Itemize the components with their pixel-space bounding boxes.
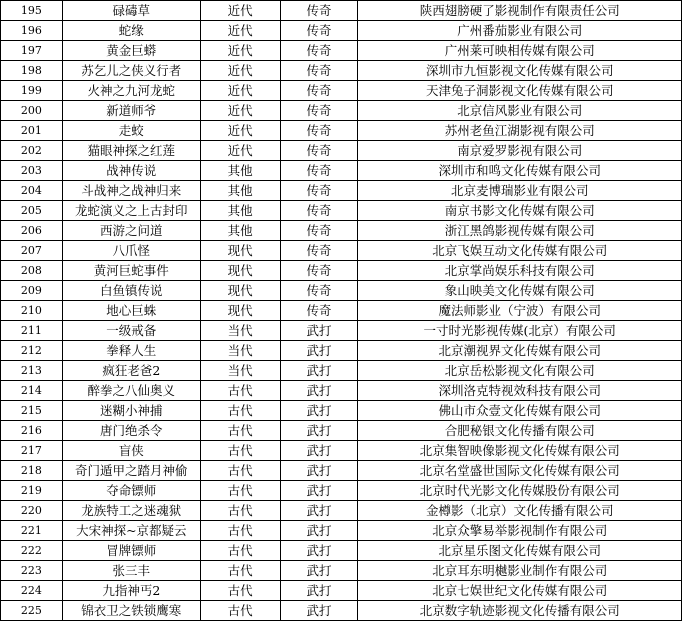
table-row: [1, 161, 682, 181]
genre-cell: 武打: [280, 421, 358, 441]
era-cell: 其他: [200, 201, 280, 221]
title-cell: 走蛟: [62, 121, 200, 141]
row-number-cell: 208: [1, 261, 63, 281]
genre-cell: 武打: [280, 321, 358, 341]
table-row: [1, 81, 682, 101]
genre-cell: 传奇: [280, 261, 358, 281]
company-cell: 北京飞娱互动文化传媒有限公司: [358, 241, 682, 261]
row-number-cell: 202: [1, 141, 63, 161]
title-cell: 火神之九河龙蛇: [62, 81, 200, 101]
company-cell: 北京信风影业有限公司: [358, 101, 682, 121]
era-cell: 当代: [200, 361, 280, 381]
genre-cell: 传奇: [280, 241, 358, 261]
title-cell: 唐门绝杀令: [62, 421, 200, 441]
company-cell: 北京岳松影视文化有限公司: [358, 361, 682, 381]
row-number-cell: 224: [1, 581, 63, 601]
company-cell: 广州番茄影业有限公司: [358, 21, 682, 41]
company-cell: 合肥秘银文化传播有限公司: [358, 421, 682, 441]
company-cell: 北京七娱世纪文化传媒有限公司: [358, 581, 682, 601]
era-cell: 其他: [200, 161, 280, 181]
era-cell: 当代: [200, 321, 280, 341]
row-number-cell: 206: [1, 221, 63, 241]
genre-cell: 武打: [280, 401, 358, 421]
title-cell: 西游之问道: [62, 221, 200, 241]
era-cell: 古代: [200, 561, 280, 581]
era-cell: 近代: [200, 41, 280, 61]
table-row: [1, 141, 682, 161]
title-cell: 盲侠: [62, 441, 200, 461]
era-cell: 古代: [200, 421, 280, 441]
genre-cell: 传奇: [280, 301, 358, 321]
title-cell: 龙蛇演义之上古封印: [62, 201, 200, 221]
genre-cell: 传奇: [280, 81, 358, 101]
era-cell: 现代: [200, 301, 280, 321]
row-number-cell: 223: [1, 561, 63, 581]
table-row: [1, 101, 682, 121]
row-number-cell: 197: [1, 41, 63, 61]
company-cell: 北京众擎易举影视制作有限公司: [358, 521, 682, 541]
table-row: [1, 501, 682, 521]
table-row: [1, 481, 682, 501]
title-cell: 白鱼镇传说: [62, 281, 200, 301]
title-cell: 大宋神探~京都疑云: [62, 521, 200, 541]
table-row: [1, 281, 682, 301]
title-cell: 碌碡草: [62, 1, 200, 21]
table-row: [1, 541, 682, 561]
row-number-cell: 198: [1, 61, 63, 81]
era-cell: 古代: [200, 441, 280, 461]
table-row: [1, 261, 682, 281]
row-number-cell: 216: [1, 421, 63, 441]
table-row: [1, 361, 682, 381]
genre-cell: 传奇: [280, 221, 358, 241]
era-cell: 古代: [200, 481, 280, 501]
era-cell: 其他: [200, 181, 280, 201]
era-cell: 近代: [200, 21, 280, 41]
table-row: [1, 321, 682, 341]
row-number-cell: 209: [1, 281, 63, 301]
row-number-cell: 217: [1, 441, 63, 461]
era-cell: 古代: [200, 521, 280, 541]
genre-cell: 武打: [280, 601, 358, 621]
era-cell: 当代: [200, 341, 280, 361]
table-row: [1, 41, 682, 61]
company-cell: 浙江黑鸽影视传媒有限公司: [358, 221, 682, 241]
row-number-cell: 196: [1, 21, 63, 41]
genre-cell: 武打: [280, 501, 358, 521]
era-cell: 古代: [200, 501, 280, 521]
era-cell: 现代: [200, 261, 280, 281]
title-cell: 地心巨蛛: [62, 301, 200, 321]
row-number-cell: 225: [1, 601, 63, 621]
company-cell: 深圳市和鸣文化传媒有限公司: [358, 161, 682, 181]
company-cell: 北京时代光影文化传媒股份有限公司: [358, 481, 682, 501]
company-cell: 南京书影文化传媒有限公司: [358, 201, 682, 221]
company-cell: 北京数字轨迹影视文化传播有限公司: [358, 601, 682, 621]
table-row: [1, 21, 682, 41]
table-row: [1, 221, 682, 241]
title-cell: 疯狂老爸2: [62, 361, 200, 381]
title-cell: 冒牌镖师: [62, 541, 200, 561]
table-row: [1, 561, 682, 581]
title-cell: 九指神丐2: [62, 581, 200, 601]
row-number-cell: 203: [1, 161, 63, 181]
row-number-cell: 210: [1, 301, 63, 321]
title-cell: 黄河巨蛇事件: [62, 261, 200, 281]
title-cell: 一级戒备: [62, 321, 200, 341]
genre-cell: 传奇: [280, 281, 358, 301]
genre-cell: 传奇: [280, 121, 358, 141]
company-cell: 北京潮视界文化传媒有限公司: [358, 341, 682, 361]
table-row: [1, 461, 682, 481]
title-cell: 醉拳之八仙奥义: [62, 381, 200, 401]
row-number-cell: 204: [1, 181, 63, 201]
title-cell: 拳释人生: [62, 341, 200, 361]
table-row: [1, 1, 682, 21]
row-number-cell: 213: [1, 361, 63, 381]
genre-cell: 武打: [280, 581, 358, 601]
genre-cell: 传奇: [280, 41, 358, 61]
title-cell: 龙族特工之迷魂狱: [62, 501, 200, 521]
company-cell: 北京掌尚娱乐科技有限公司: [358, 261, 682, 281]
genre-cell: 武打: [280, 441, 358, 461]
era-cell: 近代: [200, 81, 280, 101]
company-cell: 深圳市九恒影视文化传媒有限公司: [358, 61, 682, 81]
company-cell: 佛山市众壹文化传媒有限公司: [358, 401, 682, 421]
row-number-cell: 212: [1, 341, 63, 361]
title-cell: 张三丰: [62, 561, 200, 581]
row-number-cell: 207: [1, 241, 63, 261]
title-cell: 战神传说: [62, 161, 200, 181]
row-number-cell: 220: [1, 501, 63, 521]
era-cell: 古代: [200, 581, 280, 601]
company-cell: 北京耳东明樾影业制作有限公司: [358, 561, 682, 581]
row-number-cell: 222: [1, 541, 63, 561]
row-number-cell: 219: [1, 481, 63, 501]
table-row: [1, 241, 682, 261]
title-cell: 苏乞儿之侠义行者: [62, 61, 200, 81]
row-number-cell: 218: [1, 461, 63, 481]
title-cell: 蛇缘: [62, 21, 200, 41]
title-cell: 猫眼神探之红莲: [62, 141, 200, 161]
row-number-cell: 205: [1, 201, 63, 221]
company-cell: 天津兔子洞影视文化传媒有限公司: [358, 81, 682, 101]
genre-cell: 传奇: [280, 101, 358, 121]
row-number-cell: 201: [1, 121, 63, 141]
era-cell: 古代: [200, 601, 280, 621]
genre-cell: 武打: [280, 541, 358, 561]
company-cell: 北京集智映像影视文化传媒有限公司: [358, 441, 682, 461]
row-number-cell: 215: [1, 401, 63, 421]
title-cell: 迷糊小神捕: [62, 401, 200, 421]
title-cell: 夺命镖师: [62, 481, 200, 501]
row-number-cell: 200: [1, 101, 63, 121]
company-cell: 南京爱罗影视有限公司: [358, 141, 682, 161]
table-row: [1, 581, 682, 601]
era-cell: 古代: [200, 541, 280, 561]
title-cell: 黄金巨蟒: [62, 41, 200, 61]
genre-cell: 传奇: [280, 201, 358, 221]
genre-cell: 传奇: [280, 61, 358, 81]
table-row: [1, 381, 682, 401]
row-number-cell: 211: [1, 321, 63, 341]
genre-cell: 武打: [280, 521, 358, 541]
genre-cell: 武打: [280, 381, 358, 401]
genre-cell: 传奇: [280, 181, 358, 201]
company-cell: 魔法师影业（宁波）有限公司: [358, 301, 682, 321]
table-row: [1, 121, 682, 141]
era-cell: 近代: [200, 61, 280, 81]
company-cell: 一寸时光影视传媒(北京）有限公司: [358, 321, 682, 341]
table-row: [1, 201, 682, 221]
era-cell: 近代: [200, 121, 280, 141]
row-number-cell: 221: [1, 521, 63, 541]
genre-cell: 武打: [280, 461, 358, 481]
table-row: [1, 441, 682, 461]
era-cell: 古代: [200, 381, 280, 401]
genre-cell: 武打: [280, 481, 358, 501]
genre-cell: 传奇: [280, 161, 358, 181]
title-cell: 新道师爷: [62, 101, 200, 121]
era-cell: 现代: [200, 241, 280, 261]
title-cell: 锦衣卫之铁锁鹰寒: [62, 601, 200, 621]
era-cell: 古代: [200, 401, 280, 421]
company-cell: 深圳洛克特视效科技有限公司: [358, 381, 682, 401]
company-cell: 苏州老鱼江湖影视有限公司: [358, 121, 682, 141]
table-body: [1, 1, 682, 621]
company-cell: 象山映美文化传媒有限公司: [358, 281, 682, 301]
genre-cell: 传奇: [280, 1, 358, 21]
table-row: [1, 521, 682, 541]
company-cell: 陕西翅膀硬了影视制作有限责任公司: [358, 1, 682, 21]
title-cell: 奇门遁甲之踏月神偷: [62, 461, 200, 481]
table-row: [1, 341, 682, 361]
table-row: [1, 301, 682, 321]
company-cell: 北京麦博瑞影业有限公司: [358, 181, 682, 201]
company-cell: 北京星乐图文化传媒有限公司: [358, 541, 682, 561]
genre-cell: 传奇: [280, 141, 358, 161]
company-cell: 广州莱可映相传媒有限公司: [358, 41, 682, 61]
row-number-cell: 195: [1, 1, 63, 21]
genre-cell: 武打: [280, 361, 358, 381]
table-row: [1, 421, 682, 441]
title-cell: 八爪怪: [62, 241, 200, 261]
genre-cell: 武打: [280, 341, 358, 361]
row-number-cell: 199: [1, 81, 63, 101]
company-cell: 金樽影（北京）文化传播有限公司: [358, 501, 682, 521]
table-row: [1, 61, 682, 81]
era-cell: 古代: [200, 461, 280, 481]
era-cell: 近代: [200, 1, 280, 21]
era-cell: 其他: [200, 221, 280, 241]
era-cell: 现代: [200, 281, 280, 301]
row-number-cell: 214: [1, 381, 63, 401]
title-cell: 斗战神之战神归来: [62, 181, 200, 201]
era-cell: 近代: [200, 141, 280, 161]
table-row: [1, 181, 682, 201]
company-cell: 北京名堂盛世国际文化传媒有限公司: [358, 461, 682, 481]
era-cell: 近代: [200, 101, 280, 121]
table-row: [1, 401, 682, 421]
genre-cell: 传奇: [280, 21, 358, 41]
genre-cell: 武打: [280, 561, 358, 581]
table-row: [1, 601, 682, 621]
